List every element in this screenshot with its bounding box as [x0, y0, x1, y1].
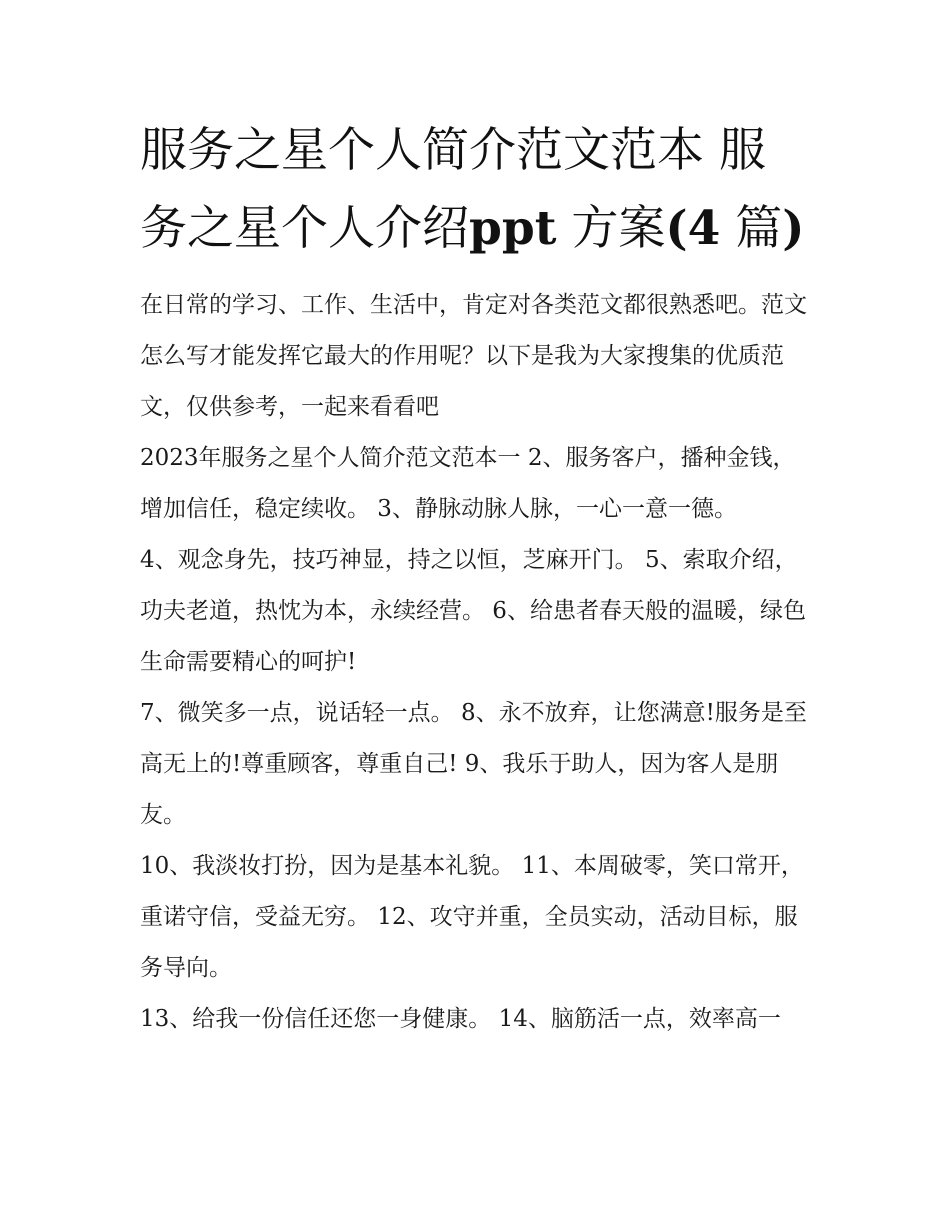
body-paragraph-2: 4、观念身先，技巧神显，持之以恒，芝麻开门。 5、索取介绍，功夫老道，热忱为本，永续经营。 6、给患者春天般的温暖，绿色生命需要精心的呵护! [140, 547, 806, 675]
body-paragraph-4: 10、我淡妆打扮，因为是基本礼貌。 11、本周破零，笑口常开，重诺守信，受益无穷。 12、攻守并重，全员实动，活动目标，服务导向。 [140, 853, 804, 981]
title-close-paren: ) [782, 201, 805, 256]
body-paragraph-3: 7、微笑多一点，说话轻一点。 8、永不放弃，让您满意!服务是至高无上的!尊重顾客，尊重自己! 9、我乐于助人，因为客人是朋友。 [140, 700, 807, 828]
document-title [140, 112, 812, 268]
body-paragraph-5: 13、给我一份信任还您一身健康。 14、脑筋活一点，效率高一 [140, 1006, 781, 1032]
title-line-2-end: 篇 [735, 201, 783, 256]
title-ppt: ppt [469, 201, 557, 256]
title-line-1: 服务之星个人简介范文范本 服 [140, 123, 766, 178]
title-line-2-prefix: 务之星个人介绍 [140, 201, 469, 256]
body-paragraph-1: 2023年服务之星个人简介范文范本一 2、服务客户，播种金钱，增加信任，稳定续收。 3、静脉动脉人脉，一心一意一德。 [140, 445, 796, 522]
title-line-2-middle: 方案 [571, 201, 666, 256]
document-page [140, 112, 812, 1045]
title-count: (4 [665, 201, 721, 256]
intro-paragraph: 在日常的学习、工作、生活中，肯定对各类范文都很熟悉吧。范文怎么写才能发挥它最大的作用呢？以下是我为大家搜集的优质范文，仅供参考，一起来看看吧 [140, 292, 807, 420]
